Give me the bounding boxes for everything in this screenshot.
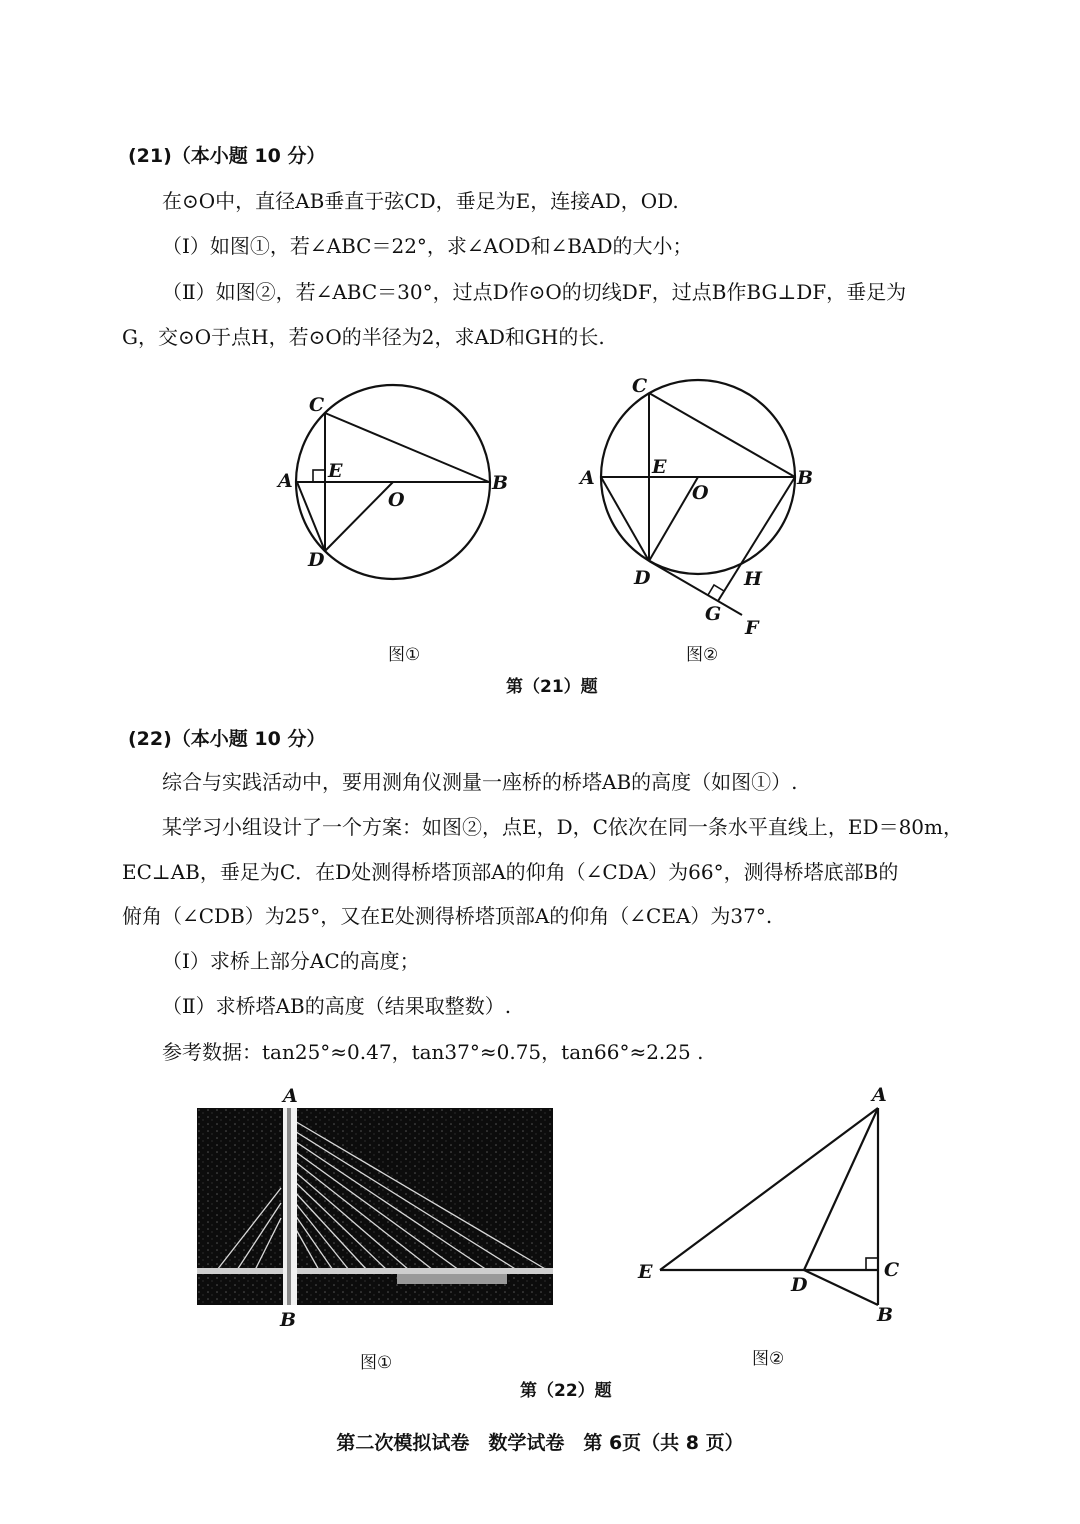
q21-fig1-label-c: C [309,394,325,416]
q21-fig1-label-d: D [308,549,325,571]
q22-fig2-label-d: D [791,1274,808,1296]
q22-fig2-right-angle [866,1258,878,1270]
q21-fig1-label-o: O [388,489,405,511]
q21-fig2-label-e: E [652,456,667,478]
q22-reference-data: 参考数据：tan25°≈0.47，tan37°≈0.75，tan66°≈2.25 . [162,1040,704,1064]
q21-fig2-label-g: G [705,603,722,625]
q22-stem-line2: 某学习小组设计了一个方案：如图②，点E，D，C依次在同一条水平直线上，ED＝80m， [162,815,963,839]
q22-stem-line4: 俯角（∠CDB）为25°，又在E处测得桥塔顶部A的仰角（∠CEA）为37°. [122,904,773,928]
q21-fig2-segment-cb [649,393,795,477]
page-footer: 第二次模拟试卷 数学试卷 第 6页（共 8 页） [336,1432,744,1454]
q21-stem: 在⊙O中，直径AB垂直于弦CD，垂足为E，连接AD，OD. [162,189,679,213]
q22-stem-line3: EC⊥AB，垂足为C．在D处测得桥塔顶部A的仰角（∠CDA）为66°，测得桥塔底部B的 [122,860,899,884]
q22-header: (22)（本小题 10 分） [128,728,326,750]
q22-fig2-caption: 图② [752,1349,785,1369]
q22-photo-labels [270,1080,310,1330]
q21-fig1-right-angle [313,470,325,482]
q21-fig1-caption: 图① [388,645,421,665]
q21-fig1-segment-od [325,482,393,551]
q21-part2-line2: G，交⊙O于点H，若⊙O的半径为2，求AD和GH的长. [122,325,605,349]
q21-fig1-segment-cb [325,413,489,482]
q22-photo-label-a: A [283,1085,298,1107]
q22-fig2-segment-db [804,1270,878,1305]
q21-fig2-label-o: O [692,482,709,504]
q22-figure-2 [630,1080,910,1330]
q22-figure-title: 第（22）题 [520,1381,612,1401]
q21-fig2-label-f: F [745,617,759,639]
q21-fig2-segment-ad [601,477,649,561]
q22-fig2-label-b: B [877,1304,894,1326]
q22-stem-line1: 综合与实践活动中，要用测角仪测量一座桥的桥塔AB的高度（如图①）. [162,770,798,794]
q22-fig2-label-e: E [638,1261,653,1283]
q21-fig2-label-h: H [744,568,762,590]
q21-fig2-label-a: A [580,467,595,489]
q21-figure-1 [270,380,520,620]
q21-fig2-label-b: B [797,467,814,489]
q22-part1: （Ⅰ）求桥上部分AC的高度； [162,949,420,973]
q22-fig2-segment-da [804,1108,878,1270]
q21-header: (21)（本小题 10 分） [128,145,326,167]
q21-part1: （Ⅰ）如图①，若∠ABC＝22°，求∠AOD和∠BAD的大小； [162,234,693,258]
q21-figure-title: 第（21）题 [506,677,598,697]
q22-fig1-caption: 图① [360,1353,393,1373]
q22-fig2-label-c: C [884,1259,900,1281]
q22-fig2-label-a: A [872,1084,887,1106]
q21-fig2-caption: 图② [686,645,719,665]
q21-fig1-label-e: E [328,460,343,482]
q21-fig2-label-c: C [632,375,648,397]
q21-fig2-segment-od [649,477,698,561]
q22-part2: （Ⅱ）求桥塔AB的高度（结果取整数）. [162,994,512,1018]
bridge-photo [197,1108,553,1305]
q21-figure-2 [575,370,825,645]
q22-photo-label-b: B [280,1309,297,1330]
q21-part2-line1: （Ⅱ）如图②，若∠ABC＝30°，过点D作⊙O的切线DF，过点B作BG⊥DF，垂足为 [162,280,907,304]
q21-fig2-label-d: D [634,567,651,589]
q21-fig1-label-b: B [492,472,509,494]
q21-fig1-label-a: A [278,470,293,492]
q22-fig2-segment-ea [660,1108,878,1270]
